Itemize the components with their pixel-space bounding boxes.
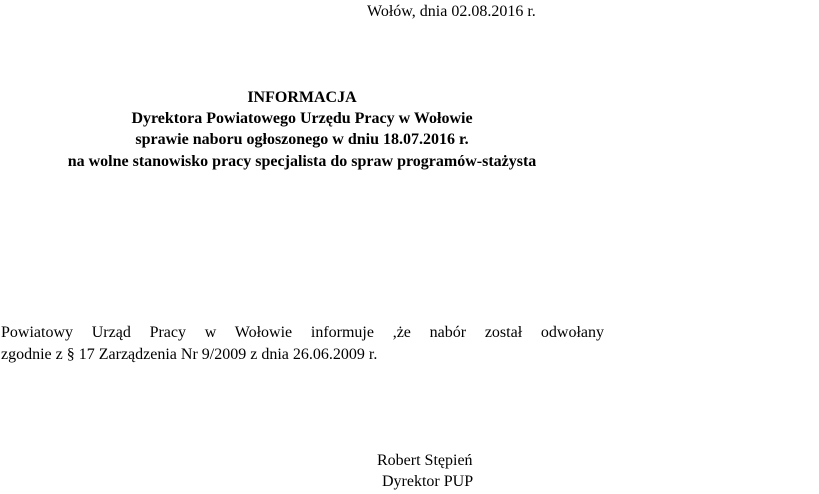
body-paragraph [1,322,604,366]
heading-position: na wolne stanowisko pracy specjalista do spraw programów-stażysta [67,153,537,170]
signatory-role: Dyrektor PUP [382,473,474,490]
heading-subject: sprawie naboru ogłoszonego w dniu 18.07.2016 r. [135,131,469,148]
heading-title: INFORMACJA [247,89,357,106]
body-line-2: zgodnie z § 17 Zarządzenia Nr 9/2009 z dnia 26.06.2009 r. [1,346,378,363]
signatory-name: Robert Stępień [377,452,473,469]
place-date: Wołów, dnia 02.08.2016 r. [367,3,536,20]
heading-issuer: Dyrektora Powiatowego Urzędu Pracy w Wołowie [131,110,473,127]
body-line-1: Powiatowy Urząd Pracy w Wołowie informuje ,że nabór został odwołany [1,324,604,341]
